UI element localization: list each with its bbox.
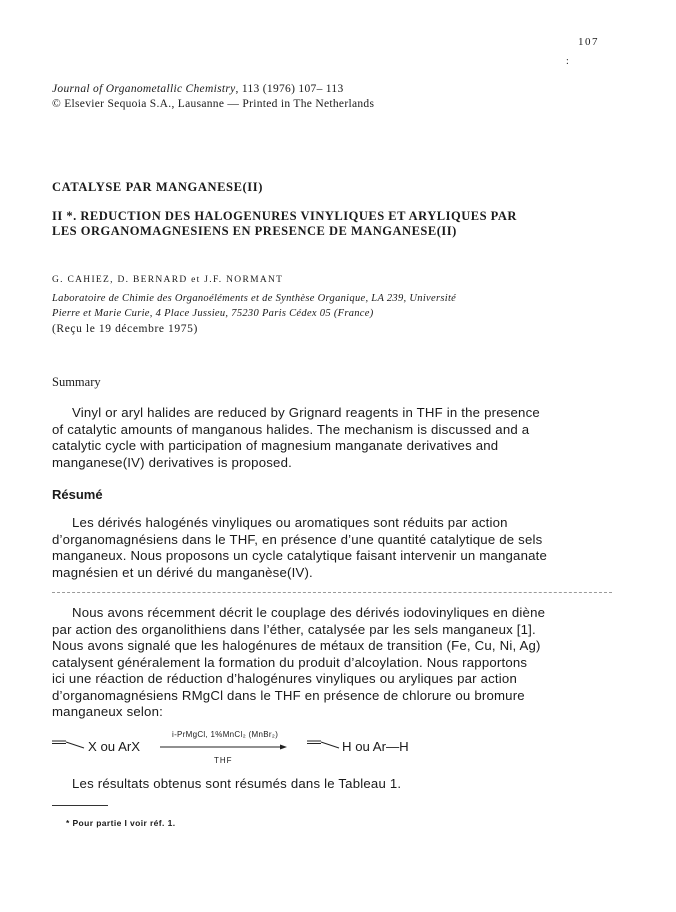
paragraph-line: ici une réaction de réduction d’halogénures vinyliques ou aryliques par action [52,671,517,686]
paragraph-line: par action des organolithiens dans l’éther, catalysée par les sels manganeux [1]. [52,621,536,637]
paragraph-line: catalytic cycle with participation of magnesium manganate derivatives and [52,438,499,453]
article-title-line1: II *. REDUCTION DES HALOGENURES VINYLIQUES ET ARYLIQUES PAR [52,209,517,223]
vinyl-bond-reactant [52,741,84,748]
affiliation-line2: Pierre et Marie Curie, 4 Place Jussieu, 75230 Paris Cédex 05 (France) [52,308,374,319]
paragraph-line: Nous avons récemment décrit le couplage des dérivés iodovinyliques en diène [72,605,546,620]
paragraph-line: Les dérivés halogénés vinyliques ou aromatiques sont réduits par action [72,515,508,530]
reagent-label: i-PrMgCl, 1%MnCl₂ (MnBr₂) [172,730,279,739]
received-date: (Reçu le 19 décembre 1975) [52,323,198,335]
summary-paragraph [52,405,540,471]
paragraph-line: manganese(IV) derivatives is proposed. [52,454,292,470]
author-list: G. CAHIEZ, D. BERNARD et J.F. NORMANT [52,275,284,285]
publisher-notice: © Elsevier Sequoia S.A., Lausanne — Printed in The Netherlands [52,98,375,110]
series-title: CATALYSE PAR MANGANESE(II) [52,180,263,194]
paragraph-line: manganeux. Nous proposons un cycle catalytique faisant intervenir un manganate [52,548,548,563]
journal-name: Journal of Organometallic Chemistry [52,83,236,95]
results-sentence: Les résultats obtenus sont résumés dans le Tableau 1. [72,776,402,791]
paragraph-line: manganeux selon: [52,704,163,719]
page-mark: : [566,56,569,67]
vinyl-bond-product [307,741,339,748]
product: H ou Ar—H [342,739,409,754]
paragraph-line: of catalytic amounts of manganous halides. The mechanism is discussed and a [52,421,530,437]
resume-paragraph [52,515,547,581]
paragraph-line: d’organomagnésiens RMgCl dans le THF en présence de chlorure ou bromure [52,687,525,703]
affiliation [52,291,456,321]
reaction-scheme [52,728,592,772]
journal-citation [52,83,344,95]
paragraph-line: magnésien et un dérivé du manganèse(IV). [52,564,313,580]
paragraph-line: catalysent généralement la formation du produit d’alcoylation. Nous rapportons [52,654,528,670]
paragraph-line: d’organomagnésiens dans le THF, en présence d’une quantité catalytique de sels [52,531,543,547]
reactant: X ou ArX [88,739,141,754]
reaction-arrow [160,745,287,750]
summary-heading: Summary [52,375,101,389]
footnote: * Pour partie I voir réf. 1. [66,818,176,828]
resume-heading: Résumé [52,487,103,502]
affiliation-line1: Laboratoire de Chimie des Organoéléments et de Synthèse Organique, LA 239, Université [52,293,457,304]
paragraph-line: Vinyl or aryl halides are reduced by Grignard reagents in THF in the presence [72,405,540,420]
introduction-paragraph [52,605,545,721]
article-title [52,209,517,239]
page-number: 107 [578,36,599,48]
section-separator [52,592,612,593]
article-title-line2: LES ORGANOMAGNESIENS EN PRESENCE DE MANGANESE(II) [52,224,457,238]
footnote-rule [52,805,108,806]
journal-volume: , 113 (1976) 107– 113 [235,83,344,95]
paragraph-line: Nous avons signalé que les halogénures de métaux de transition (Fe, Cu, Ni, Ag) [52,638,541,653]
solvent-label: THF [214,756,233,765]
